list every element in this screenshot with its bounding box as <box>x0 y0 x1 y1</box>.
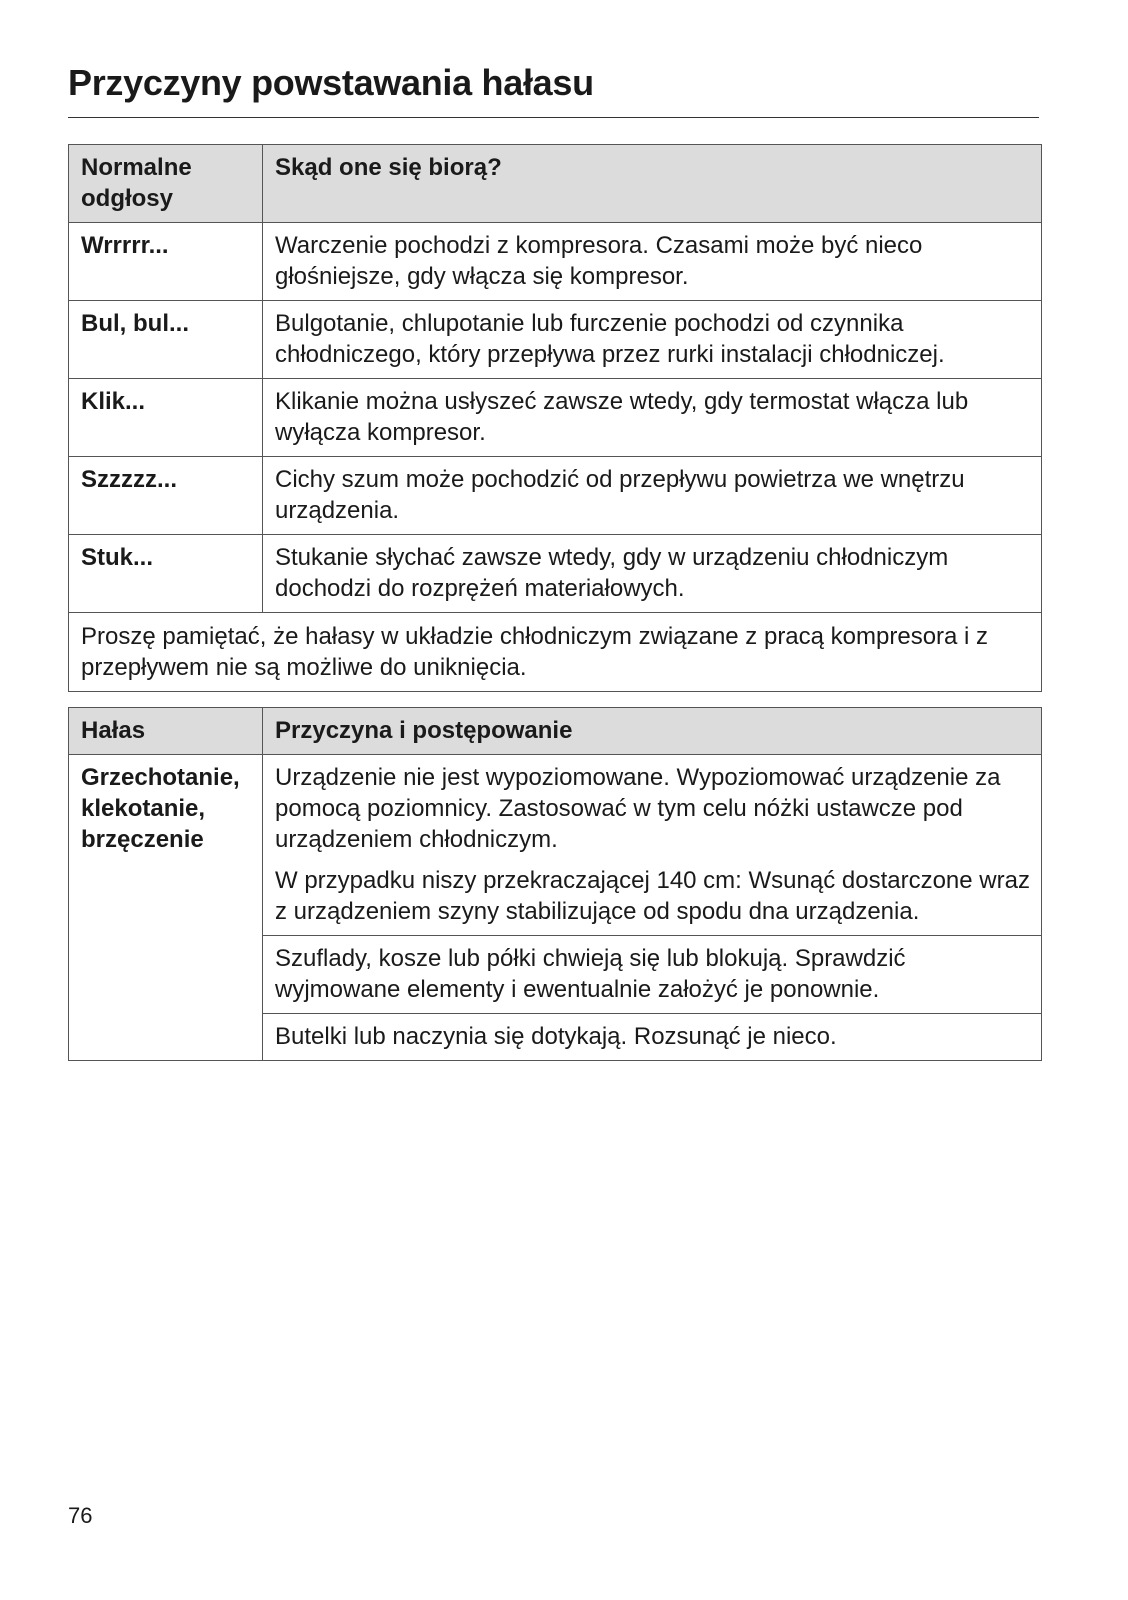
table-row <box>69 379 1042 457</box>
table-row <box>69 223 1042 301</box>
page-number: 76 <box>68 1503 93 1528</box>
cause-cell <box>263 936 1042 1014</box>
table-row <box>69 301 1042 379</box>
sound-description: Stukanie słychać zawsze wtedy, gdy w urządzeniu chłodniczym dochodzi do rozprężeń materiałowych. <box>263 535 1042 613</box>
noise-type <box>69 755 263 1061</box>
table-row <box>69 535 1042 613</box>
table-header-row <box>69 145 1042 223</box>
sound-name: Szzzzz... <box>69 457 263 535</box>
header-source: Skąd one się biorą? <box>263 145 1042 223</box>
table-row <box>69 457 1042 535</box>
header-normal-sounds: Normalne odgłosy <box>69 145 263 223</box>
cause-paragraph: Urządzenie nie jest wypoziomowane. Wypoziomować urządzenie za pomocą poziomnicy. Zastosować w tym celu nóżki ustawcze pod urządzeniem chłodniczym. <box>275 764 1001 853</box>
noise-type-line: klekotanie, <box>81 795 206 822</box>
sound-description: Klikanie można usłyszeć zawsze wtedy, gdy termostat włącza lub wyłącza kompresor. <box>263 379 1042 457</box>
table-header-row <box>69 708 1042 755</box>
sound-description: Cichy szum może pochodzić od przepływu powietrza we wnętrzu urządzenia. <box>263 457 1042 535</box>
cause-cell <box>263 755 1042 936</box>
note-row <box>69 613 1042 692</box>
sound-name: Klik... <box>69 379 263 457</box>
sound-description: Bulgotanie, chlupotanie lub furczenie pochodzi od czynnika chłodniczego, który przepływa przez rurki instalacji chłodniczej. <box>263 301 1042 379</box>
cause-paragraph: Butelki lub naczynia się dotykają. Rozsunąć je nieco. <box>275 1023 837 1050</box>
title-divider <box>68 117 1039 118</box>
cause-paragraph: Szuflady, kosze lub półki chwieją się lub blokują. Sprawdzić wyjmowane elementy i ewentualnie założyć je ponownie. <box>275 945 906 1003</box>
sound-name: Bul, bul... <box>69 301 263 379</box>
cause-paragraph: W przypadku niszy przekraczającej 140 cm: Wsunąć dostarczone wraz z urządzeniem szyny stabilizujące od spodu dna urządzenia. <box>275 867 1030 925</box>
compressor-note: Proszę pamiętać, że hałasy w układzie chłodniczym związane z pracą kompresora i z przepływem nie są możliwe do uniknięcia. <box>69 613 1042 692</box>
noise-type-line: brzęczenie <box>81 826 204 853</box>
header-noise: Hałas <box>69 708 263 755</box>
header-cause-action: Przyczyna i postępowanie <box>263 708 1042 755</box>
page-title: Przyczyny powstawania hałasu <box>68 62 594 103</box>
noise-causes-table <box>68 707 1042 1061</box>
sound-description: Warczenie pochodzi z kompresora. Czasami może być nieco głośniejsze, gdy włącza się kompresor. <box>263 223 1042 301</box>
cause-cell <box>263 1014 1042 1061</box>
sound-name: Stuk... <box>69 535 263 613</box>
table-row <box>69 755 1042 936</box>
sound-name: Wrrrrr... <box>69 223 263 301</box>
normal-sounds-table <box>68 144 1042 692</box>
noise-type-line: Grzechotanie, <box>81 764 240 791</box>
